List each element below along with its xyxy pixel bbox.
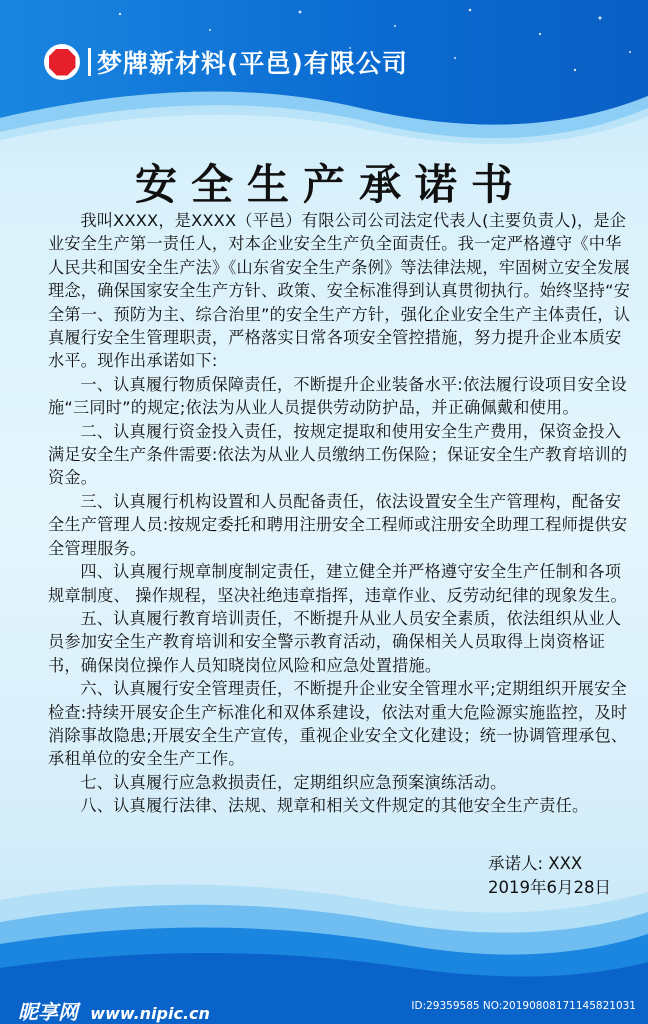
watermark-url: www.nipic.cn	[90, 1004, 210, 1023]
signer-name: 承诺人: XXX	[488, 854, 583, 873]
signature-date: 2019年6月28日	[488, 878, 611, 897]
company-header	[44, 44, 408, 80]
watermark-site	[18, 996, 210, 1024]
commitment-item-3: 三、认真履行机构设置和人员配备责任，依法设置安全生产管理构，配备安全生产管理人员:按规定委托和聘用注册安全工程师或注册安全助理工程师提供安全管理服务。	[48, 491, 628, 558]
company-name: 梦牌新材料(平邑)有限公司	[97, 49, 408, 78]
commitment-body	[48, 209, 634, 818]
commitment-item-2: 二、认真履行资金投入责任，按规定提取和使用安全生产费用，保资金投入满足安全生产条件需要:依法为从业人员缴纳工伤保险；保证安全生产教育培训的资金。	[48, 421, 628, 488]
company-logo-icon	[44, 44, 80, 80]
commitment-item-7: 七、认真履行应急救损责任，定期组织应急预案演练活动。	[80, 772, 507, 792]
watermark-id: ID:29359585 NO:20190808171145821031	[411, 1000, 636, 1012]
header-divider	[88, 48, 91, 76]
commitment-item-8: 八、认真履行法律、法规、规章和相关文件规定的其他安全生产责任。	[80, 796, 589, 816]
intro-paragraph: 我叫XXXX，是XXXX（平邑）有限公司公司法定代表人(主要负责人)，是企业安全生产第一责任人，对本企业安全生产负全面责任。我一定严格遵守《中华人民共和国安全生产法》《山东省安全生产条例》等法律法规，牢固树立安全发展理念，确保国家安全生产方针、政策、安全标准得到认真贯彻执行。始终坚持“安全第一、预防为主、综合治里”的安全生产方针，强化企业安全生产主体责任，认真履行安全生管理职责，严格落实日常各项安全管控措施，努力提升企业本质安水平。现作出承诺如下:	[48, 211, 631, 371]
commitment-item-4: 四、认真履行规章制度制定责任，建立健全并严格遵守安全生产任制和各项规章制度、 操作规程，坚决社绝违章指挥，违章作业、反劳动纪律的现象发生。	[48, 562, 627, 605]
commitment-item-1: 一、认真履行物质保障责任，不断提升企业装备水平:依法履行设项目安全设施“三同时”的规定;依法为从业人员提供劳动防护品，并正确佩戴和使用。	[48, 374, 627, 418]
watermark-brand: 昵享网	[18, 1000, 78, 1024]
commitment-item-6: 六、认真履行安全管理责任，不断提升企业安全管理水平;定期组织开展安全检查:持续开展安企生产标准化和双体系建设，依法对重大危险源实施监控，及时消除事故隐患;开展安全生产宣传，重视企业安全文化建设；统一协调管理承包、承租单位的安全生产工作。	[48, 679, 628, 769]
commitment-item-5: 五、认真履行教育培训责任，不断提升从业人员安全素质，依法组织从业人员参加安全生产教育培训和安全警示教育活动，确保相关人员取得上岗资格证书，确保岗位操作人员知晓岗位风险和应急处置措施。	[48, 608, 622, 675]
page-title: 安全生产承诺书	[134, 160, 527, 209]
footer-bar	[0, 996, 648, 1024]
